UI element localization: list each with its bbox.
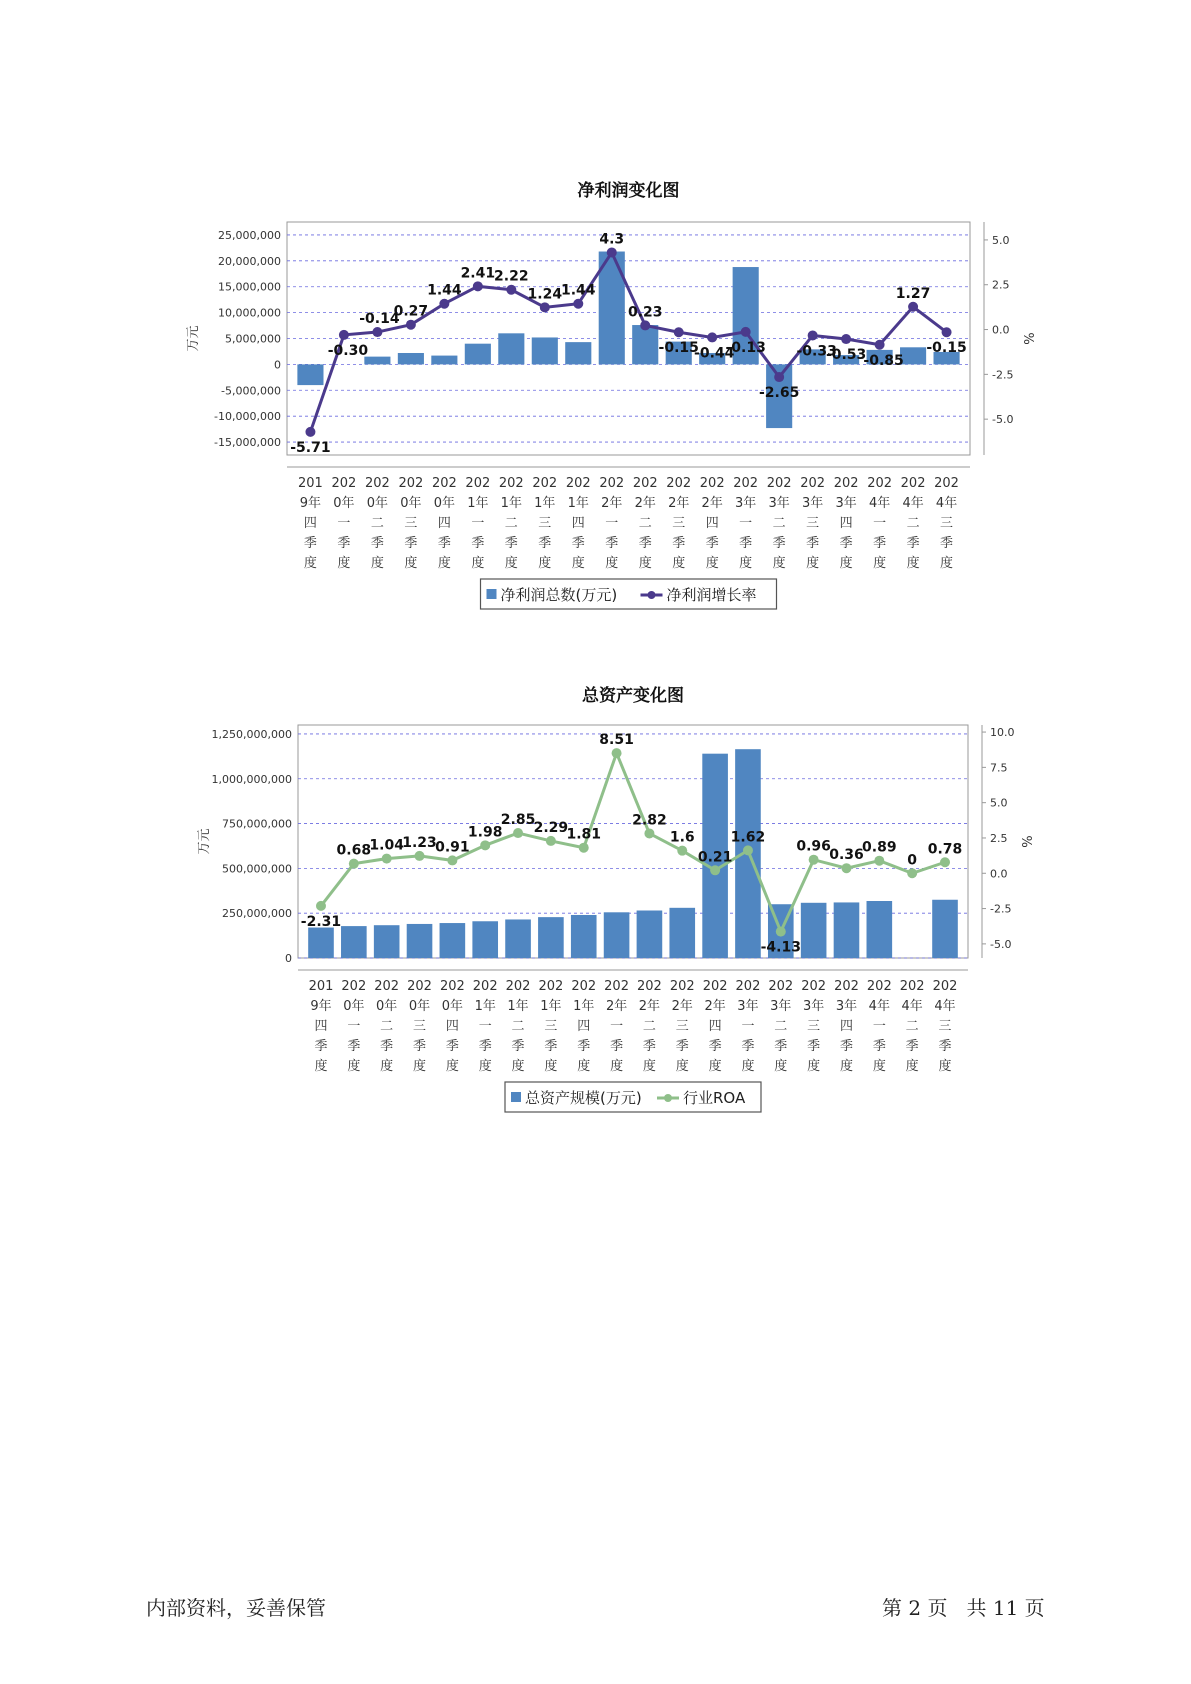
category-label: 201 9年四季度 [308, 979, 334, 1074]
data-label: 1.27 [895, 285, 931, 302]
data-label: 1.81 [566, 826, 602, 843]
category-label: 202 4年一季度 [867, 476, 893, 571]
data-point [439, 299, 449, 309]
category-label: 202 1年一季度 [465, 476, 491, 571]
data-point [743, 845, 753, 855]
data-point [447, 855, 457, 865]
data-point [907, 868, 917, 878]
category-label: 202 3年四季度 [833, 476, 859, 571]
bar [505, 919, 531, 958]
data-label: -0.15 [926, 340, 967, 357]
data-label: 1.04 [369, 837, 404, 854]
category-label: 202 1年四季度 [571, 979, 597, 1074]
right-tick-label: -2.5 [990, 902, 1012, 916]
left-tick-label: 0 [285, 952, 292, 965]
category-label: 202 2年四季度 [699, 476, 725, 571]
data-label: -0.14 [359, 311, 400, 328]
data-point [707, 332, 717, 342]
right-tick-label: 2.5 [992, 278, 1010, 292]
data-point [644, 828, 654, 838]
data-point [579, 843, 589, 853]
bar [669, 908, 695, 958]
bar [472, 921, 498, 958]
right-tick-label: -5.0 [992, 413, 1014, 427]
category-label: 202 3年一季度 [733, 476, 759, 571]
data-point [776, 927, 786, 937]
data-point [808, 330, 818, 340]
left-axis-title: 万元 [186, 325, 201, 352]
data-point [513, 828, 523, 838]
data-label: 0 [907, 852, 918, 869]
bar [637, 911, 663, 958]
data-label: 2.82 [632, 812, 667, 829]
data-label: 1.44 [427, 282, 462, 299]
data-point [741, 327, 751, 337]
left-tick-label: -5,000,000 [221, 384, 281, 398]
data-label: -0.30 [327, 342, 369, 359]
bar [398, 353, 424, 364]
data-point [406, 320, 416, 330]
data-point [774, 372, 784, 382]
category-label: 202 2年一季度 [604, 979, 629, 1074]
category-label: 202 0年四季度 [439, 979, 465, 1074]
bar [538, 917, 564, 958]
data-label: 0.96 [796, 838, 831, 855]
net-profit-chart [0, 165, 1191, 625]
data-point [841, 863, 851, 873]
left-tick-label: 25,000,000 [218, 228, 281, 242]
category-label: 202 4年一季度 [866, 979, 892, 1074]
bar [308, 928, 334, 958]
data-point [372, 327, 382, 337]
right-tick-label: 0.0 [990, 867, 1008, 881]
data-label: -2.65 [758, 385, 800, 402]
data-label: 0.36 [829, 847, 864, 864]
category-label: 202 1年三季度 [538, 979, 564, 1074]
right-tick-label: 5.0 [990, 796, 1008, 810]
category-label: 202 2年一季度 [599, 476, 625, 571]
right-tick-label: 2.5 [990, 831, 1008, 845]
bar [834, 902, 860, 958]
total-assets-chart [0, 665, 1191, 1125]
bar [297, 364, 323, 385]
bar [465, 344, 491, 365]
right-tick-label: 5.0 [992, 233, 1010, 247]
right-tick-label: 7.5 [990, 761, 1008, 775]
category-label: 201 9年四季度 [298, 476, 323, 571]
data-label: 1.98 [467, 824, 503, 841]
bar [571, 915, 597, 958]
bar [374, 925, 400, 958]
data-label: 8.51 [599, 732, 634, 749]
data-point [473, 281, 483, 291]
category-label: 202 4年三季度 [934, 476, 959, 571]
category-label: 202 3年三季度 [800, 476, 826, 571]
left-axis-title: 万元 [197, 828, 212, 855]
data-point [875, 340, 885, 350]
data-point [339, 330, 349, 340]
bar [431, 356, 457, 365]
data-label: 1.24 [527, 286, 563, 303]
left-tick-label: 750,000,000 [222, 817, 292, 831]
data-label: -5.71 [290, 439, 331, 456]
data-point [316, 901, 326, 911]
data-point [640, 320, 650, 330]
data-point [841, 334, 851, 344]
data-label: -2.31 [300, 913, 342, 930]
legend-bar-label: 总资产规模(万元) [525, 1089, 642, 1107]
data-label: -0.13 [725, 339, 766, 356]
category-label: 202 3年三季度 [801, 979, 827, 1074]
data-label: 4.3 [599, 231, 625, 248]
data-label: 1.44 [561, 282, 596, 299]
left-tick-label: 20,000,000 [218, 254, 281, 268]
data-point [677, 846, 687, 856]
data-point [415, 851, 425, 861]
data-point [710, 865, 720, 875]
data-point [546, 836, 556, 846]
right-tick-label: 0.0 [992, 323, 1010, 337]
data-label: 2.85 [500, 812, 536, 829]
category-label: 202 0年三季度 [398, 476, 424, 571]
data-point [349, 859, 359, 869]
data-label: -4.13 [760, 939, 801, 956]
data-label: 0.27 [393, 303, 429, 320]
data-point [382, 854, 392, 864]
data-label: 1.23 [402, 834, 437, 851]
legend-line-marker [648, 591, 656, 599]
bar [565, 342, 591, 364]
data-label: -0.44 [694, 345, 735, 362]
data-label: 0.91 [435, 839, 470, 856]
legend-line-label: 行业ROA [683, 1089, 746, 1107]
chart-title: 总资产变化图 [582, 686, 684, 706]
bar [364, 357, 390, 365]
category-label: 202 4年二季度 [900, 476, 926, 571]
data-point [607, 247, 617, 257]
category-label: 202 2年三季度 [666, 476, 692, 571]
data-label: -0.33 [796, 343, 837, 360]
data-point [908, 302, 918, 312]
data-point [612, 748, 622, 758]
left-tick-label: 15,000,000 [218, 280, 281, 294]
left-tick-label: 1,250,000,000 [211, 727, 292, 741]
data-point [506, 285, 516, 295]
right-tick-label: -5.0 [990, 937, 1012, 951]
bar [341, 926, 367, 958]
category-label: 202 0年一季度 [331, 476, 357, 571]
data-point [540, 302, 550, 312]
bar [407, 924, 433, 958]
left-tick-label: -15,000,000 [214, 436, 281, 450]
bar [632, 325, 658, 364]
data-label: 2.41 [460, 265, 496, 282]
category-label: 202 4年三季度 [932, 979, 958, 1074]
category-label: 202 3年一季度 [735, 979, 761, 1074]
bar [498, 333, 524, 364]
data-label: 1.62 [730, 829, 766, 846]
footer-confidential-note: 内部资料，妥善保管 [146, 1596, 326, 1620]
data-point [573, 299, 583, 309]
left-tick-label: 10,000,000 [218, 306, 281, 320]
data-label: -0.15 [658, 340, 699, 357]
bar [867, 901, 893, 958]
chart-title: 净利润变化图 [577, 181, 680, 201]
category-label: 202 0年一季度 [341, 979, 367, 1074]
category-label: 202 3年二季度 [768, 979, 794, 1074]
left-tick-label: 1,000,000,000 [211, 772, 292, 786]
category-label: 202 4年二季度 [899, 979, 925, 1074]
legend-bar-swatch [487, 589, 497, 599]
left-tick-label: 5,000,000 [225, 332, 281, 346]
category-label: 202 1年二季度 [498, 476, 524, 571]
category-label: 202 0年四季度 [431, 476, 457, 571]
left-tick-label: 500,000,000 [222, 862, 292, 876]
category-label: 202 0年三季度 [407, 979, 432, 1074]
right-axis-title: % [1021, 835, 1036, 848]
category-label: 202 2年三季度 [669, 979, 695, 1074]
data-point [305, 427, 315, 437]
left-tick-label: -10,000,000 [214, 410, 281, 424]
legend-bar-label: 净利润总数(万元) [500, 586, 618, 604]
category-label: 202 1年四季度 [565, 476, 591, 571]
data-point [940, 857, 950, 867]
data-label: 1.6 [669, 829, 695, 846]
right-tick-label: 10.0 [990, 726, 1015, 740]
bar [932, 900, 958, 958]
category-label: 202 3年四季度 [834, 979, 859, 1074]
category-label: 202 2年四季度 [702, 979, 728, 1074]
category-label: 202 3年二季度 [766, 476, 792, 571]
bar [801, 903, 827, 958]
data-label: 0.23 [627, 304, 663, 321]
category-label: 202 1年三季度 [532, 476, 558, 571]
data-label: -0.85 [863, 352, 904, 369]
legend-line-marker [664, 1094, 672, 1102]
category-label: 202 2年二季度 [632, 476, 658, 571]
data-label: 2.29 [533, 819, 569, 836]
data-label: 0.21 [697, 849, 733, 866]
legend-line-label: 净利润增长率 [666, 586, 757, 604]
data-label: 0.78 [927, 841, 963, 858]
left-tick-label: 250,000,000 [222, 907, 292, 921]
right-axis-title: % [1023, 332, 1038, 345]
right-tick-label: -2.5 [992, 368, 1014, 382]
data-label: 2.22 [494, 268, 529, 285]
left-tick-label: 0 [274, 358, 281, 372]
bar [900, 347, 926, 364]
data-label: 0.68 [336, 842, 372, 859]
bar [604, 912, 630, 958]
data-point [942, 327, 952, 337]
data-point [674, 327, 684, 337]
category-label: 202 0年二季度 [374, 979, 400, 1074]
data-label: -0.53 [825, 347, 867, 364]
category-label: 202 1年二季度 [505, 979, 531, 1074]
category-label: 202 1年一季度 [472, 979, 498, 1074]
data-point [809, 855, 819, 865]
data-point [480, 840, 490, 850]
data-label: 0.89 [862, 839, 897, 856]
bar [532, 337, 558, 364]
category-label: 202 0年二季度 [364, 476, 390, 571]
footer-page-number: 第 2 页 共 11 页 [882, 1596, 1045, 1620]
bar [440, 923, 466, 958]
data-point [874, 856, 884, 866]
category-label: 202 2年二季度 [637, 979, 662, 1074]
legend-bar-swatch [511, 1092, 521, 1102]
